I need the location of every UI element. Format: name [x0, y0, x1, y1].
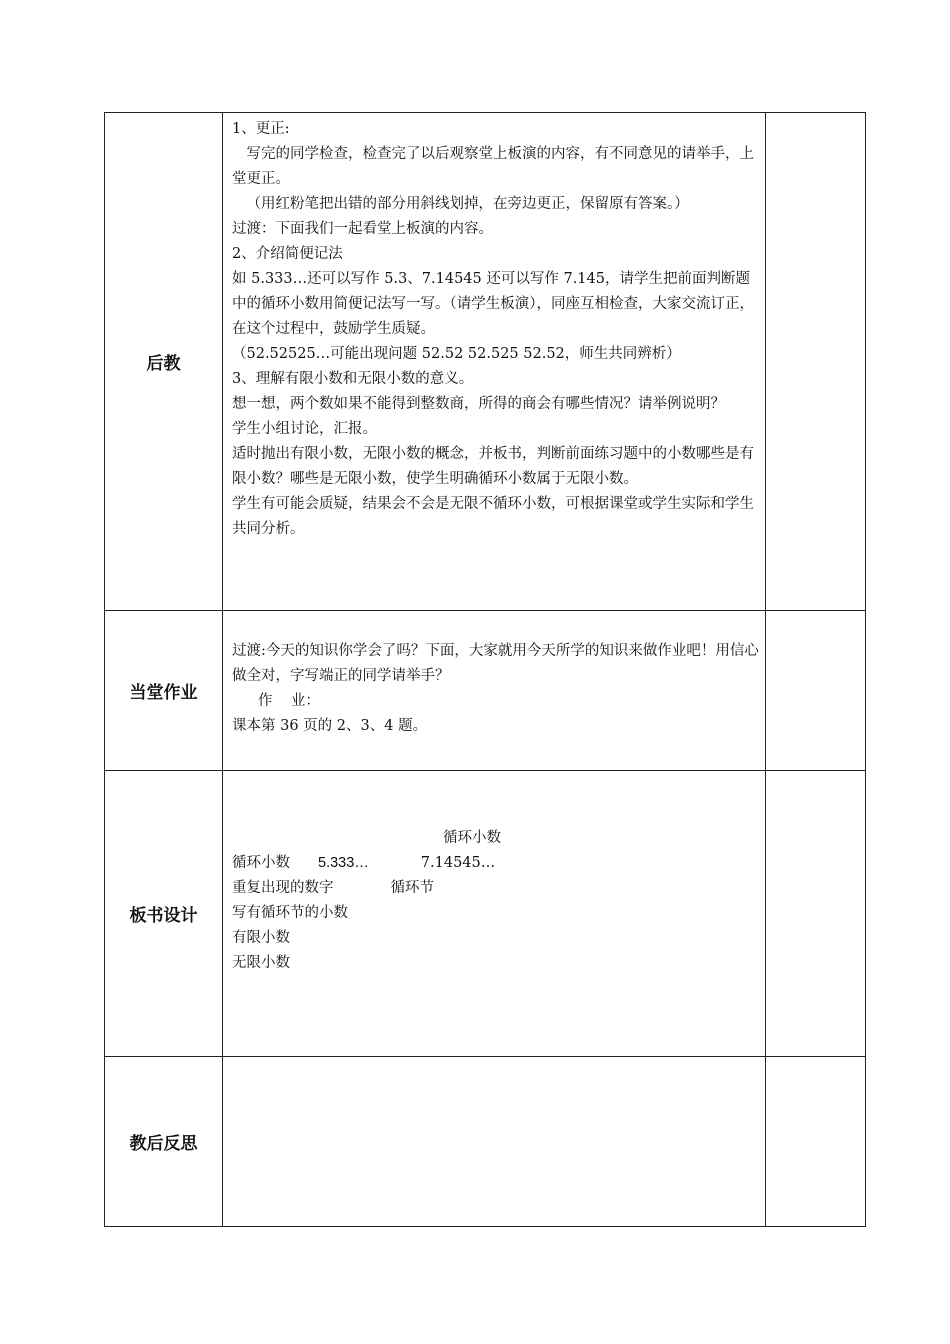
- board-row: [232, 851, 759, 876]
- notes-cell: [766, 113, 866, 611]
- text-line: 如 5.333…还可以写作 5.3、7.14545 还可以写作 7.145，请学生把前面判断题中的循环小数用简便记法写一写。（请学生板演），同座互相检查，大家交流订正，在这个过程中，鼓励学生质疑。: [232, 271, 754, 337]
- row-board: [105, 771, 866, 1057]
- text-line: 1、更正:: [232, 121, 290, 137]
- text-line: 写完的同学检查，检查完了以后观察堂上板演的内容，有不同意见的请举手，上堂更正。: [232, 146, 754, 187]
- text-line: 课本第 36 页的 2、3、4 题。: [232, 718, 428, 734]
- board-row: 无限小数: [232, 955, 290, 971]
- board-term: 重复出现的数字: [232, 880, 334, 896]
- houjiao-content: [223, 113, 766, 611]
- board-term: 循环小数: [232, 855, 290, 871]
- notes-cell: [766, 771, 866, 1057]
- text-line: 过渡:今天的知识你学会了吗？下面，大家就用今天所学的知识来做作业吧！用信心做全对，字写端正的同学请举手？: [232, 643, 759, 684]
- lesson-plan-table: [104, 112, 866, 1227]
- row-label-board: 板书设计: [105, 771, 223, 1057]
- text-line: 学生有可能会质疑，结果会不会是无限不循环小数，可根据课堂或学生实际和学生共同分析。: [232, 496, 754, 537]
- text-line: 2、介绍简便记法: [232, 246, 343, 262]
- row-homework: [105, 611, 866, 771]
- row-label-houjiao: 后教: [105, 113, 223, 611]
- board-row: 写有循环节的小数: [232, 905, 348, 921]
- row-houjiao: [105, 113, 866, 611]
- board-content: [223, 771, 766, 1057]
- text-line: （用红粉笔把出错的部分用斜线划掉，在旁边更正，保留原有答案。）: [246, 196, 689, 212]
- board-title: 循环小数: [443, 830, 501, 846]
- text-line: 3、理解有限小数和无限小数的意义。: [232, 371, 474, 387]
- text-line: 作 业：: [258, 693, 320, 709]
- board-example: 7.14545…: [420, 855, 496, 871]
- reflection-content: [223, 1057, 766, 1227]
- text-line: （52.52525…可能出现问题 52.52 52.525 52.52，师生共同辨析）: [232, 346, 681, 362]
- text-line: 过渡：下面我们一起看堂上板演的内容。: [232, 221, 493, 237]
- board-row: [232, 876, 759, 901]
- text-line: 想一想，两个数如果不能得到整数商，所得的商会有哪些情况？请举例说明？: [232, 396, 725, 412]
- text-line: 适时抛出有限小数，无限小数的概念，并板书，判断前面练习题中的小数哪些是有限小数？哪些是无限小数，使学生明确循环小数属于无限小数。: [232, 446, 754, 487]
- board-note: 循环节: [390, 880, 434, 896]
- homework-content: [223, 611, 766, 771]
- notes-cell: [766, 1057, 866, 1227]
- row-label-reflection: 教后反思: [105, 1057, 223, 1227]
- row-label-homework: 当堂作业: [105, 611, 223, 771]
- board-example: 5.333…: [318, 855, 369, 871]
- text-line: 学生小组讨论，汇报。: [232, 421, 377, 437]
- board-row: 有限小数: [232, 930, 290, 946]
- row-reflection: [105, 1057, 866, 1227]
- notes-cell: [766, 611, 866, 771]
